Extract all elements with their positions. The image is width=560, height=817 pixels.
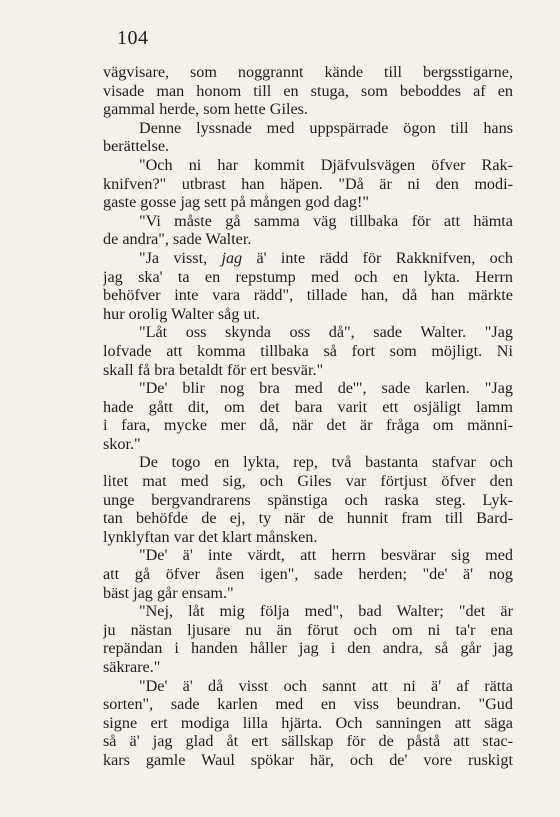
text-line: "De' ä' inte värdt, att herrn besvärar sig med [139, 546, 513, 565]
text-line: "De' blir nog bra med de'", sade karlen. "Jag [139, 379, 513, 398]
text-line: ju nästan ljusare nu än förut och om ni ta'r ena [103, 620, 513, 639]
text-line: kars gamle Waul spökar här, och de' vore ruskigt [103, 750, 513, 769]
emphasis: jag [221, 248, 243, 267]
text-line: hade gått dit, om det bara varit ett osjäligt lamm [103, 397, 513, 416]
text-line: att gå öfver åsen igen", sade herden; "de' ä' nog [103, 565, 513, 584]
text-line: säkrare." [103, 658, 161, 676]
text-line: knifven?" utbrast han häpen. "Då är ni den modi- [103, 174, 513, 193]
text-line: berättelse. [103, 137, 170, 156]
text-line: "Låt oss skynda oss då", sade Walter. "Jag [139, 323, 513, 342]
text-line: "De' ä' då visst och sannt att ni ä' af rätta [139, 676, 513, 695]
text-line: skor." [103, 434, 141, 453]
text-line: "Nej, låt mig följa med", bad Walter; "det är [139, 602, 513, 621]
text-line: unge bergvandrarens spänstiga och raska steg. Lyk- [103, 490, 513, 509]
text-line: "Och ni har kommit Djäfvulsvägen öfver Rak- [139, 155, 513, 174]
text-line: hur orolig Walter såg ut. [103, 304, 261, 323]
page-number: 104 [117, 27, 149, 49]
text-line: signe ert modiga lilla hjärta. Och sanningen att säga [103, 713, 513, 732]
text-line: skall få bra betaldt för ert besvär." [103, 360, 324, 379]
text-line: sorten", sade karlen med en viss beundran. "Gud [103, 695, 513, 714]
text-line: de andra", sade Walter. [103, 230, 252, 249]
text-line: gaste gosse jag sett på mången god dag!" [103, 193, 369, 212]
text-line: behöfver inte vara rädd", tillade han, då han märkte [103, 286, 513, 305]
text-line: "Ja visst, jag ä' inte rädd för Rakknifven, och [139, 248, 513, 267]
text-line: visade man honom till en stuga, som beboddes af en [103, 81, 513, 100]
text-line: i fara, mycke mer då, när det är fråga om männi- [103, 416, 513, 435]
text-line: bäst jag går ensam." [103, 583, 234, 602]
text-line: Denne lyssnade med uppspärrade ögon till hans [139, 118, 513, 137]
text-line: "Vi måste gå samma väg tillbaka för att hämta [139, 211, 513, 230]
text-line: jag ska' ta en repstump med och en lykta. Herrn [103, 267, 513, 286]
text-line: så ä' jag glad åt ert sällskap för de påstå att stac- [103, 732, 513, 751]
body-text [103, 63, 513, 770]
text-line: lynklyftan var det klart månsken. [103, 527, 318, 546]
text-line: De togo en lykta, rep, två bastanta stafvar och [139, 453, 513, 472]
text-line: tan behöfde de ej, ty när de hunnit fram till Bard- [103, 509, 513, 528]
text-line: vägvisare, som noggrannt kände till bergsstigarne, [103, 63, 513, 81]
text-line: litet mat med sig, och Giles var förtjust öfver den [103, 472, 513, 491]
text-line: lofvade att komma tillbaka så fort som möjligt. Ni [103, 341, 513, 360]
text-line: gammal herde, som hette Giles. [103, 100, 308, 119]
text-line: repändan i handen håller jag i den andra, så går jag [103, 639, 513, 658]
